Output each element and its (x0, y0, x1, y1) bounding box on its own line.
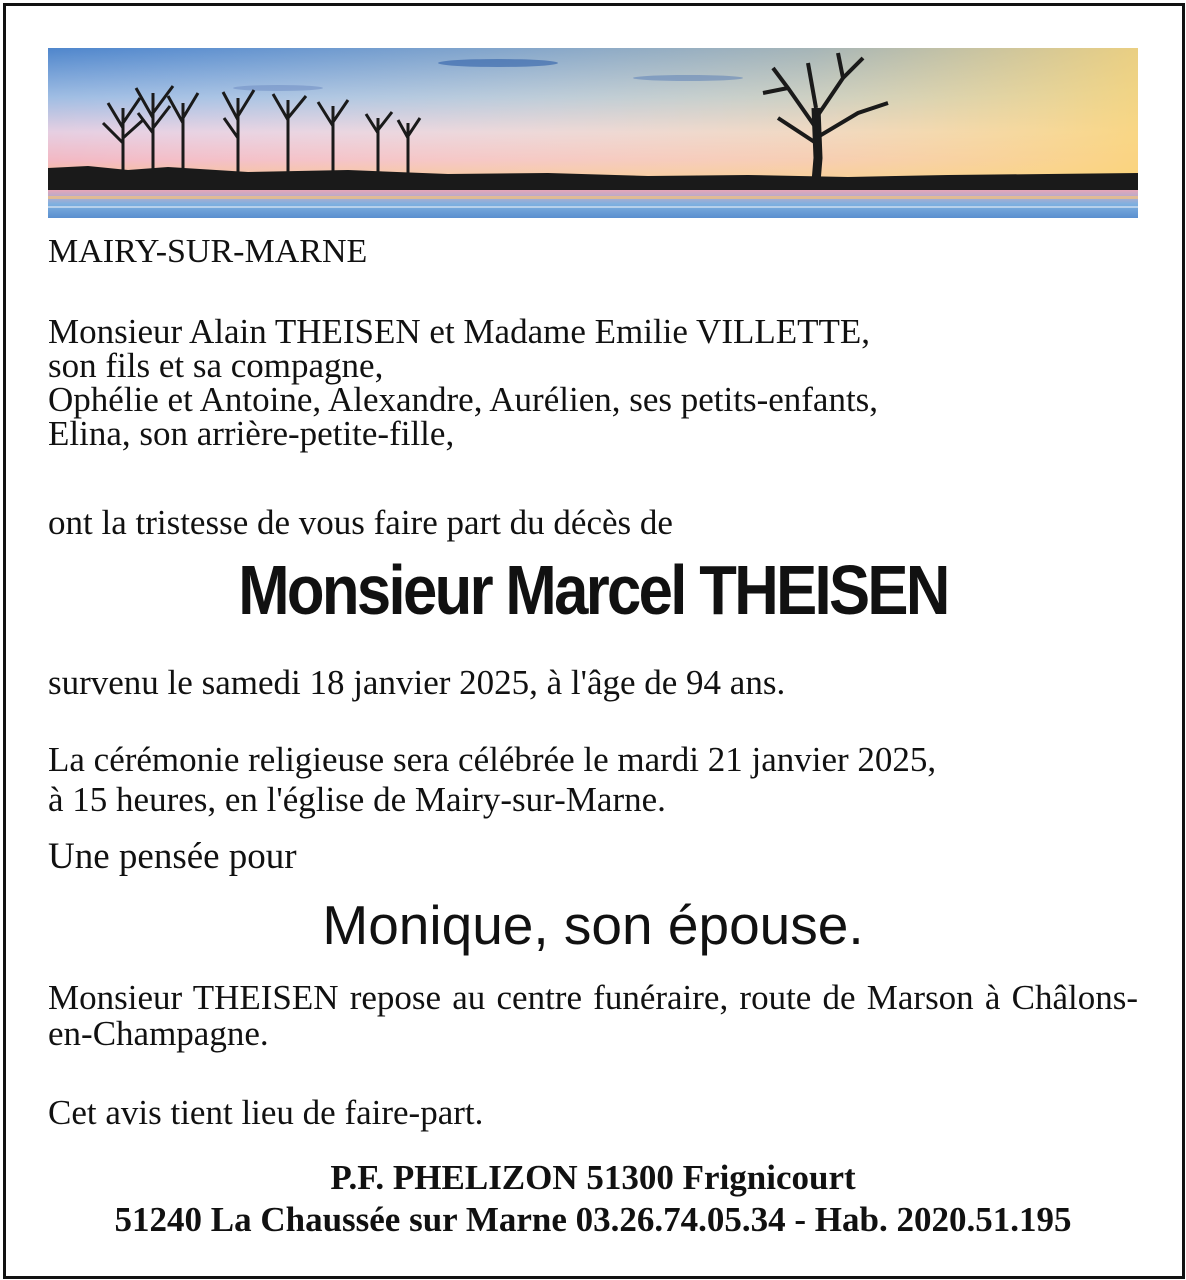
thought-intro: Une pensée pour (48, 836, 297, 877)
death-date-text: survenu le samedi 18 janvier 2025, à l'âge de 94 ans. (48, 663, 786, 702)
family-line: Ophélie et Antoine, Alexandre, Aurélien, ses petits-enfants, (48, 380, 879, 419)
banner-image (48, 48, 1138, 218)
family-line: Elina, son arrière-petite-fille, (48, 414, 455, 453)
deceased-name: Monsieur Marcel THEISEN (238, 551, 948, 629)
ceremony-line: La cérémonie religieuse sera célébrée le mardi 21 janvier 2025, (48, 740, 937, 779)
funeral-home-line: P.F. PHELIZON 51300 Frignicourt (330, 1158, 856, 1197)
sunset-lake-trees-image (48, 48, 1138, 218)
city-heading: MAIRY-SUR-MARNE (48, 233, 368, 270)
family-list (48, 312, 1138, 453)
ceremony-info (48, 740, 1138, 820)
funeral-home-info (0, 1157, 1186, 1241)
resting-place-text: Monsieur THEISEN repose au centre funéraire, route de Marson à Châlons-en-Champagne. (48, 978, 1138, 1053)
ceremony-line: à 15 heures, en l'église de Mairy-sur-Marne. (48, 780, 666, 819)
funeral-home-line: 51240 La Chaussée sur Marne 03.26.74.05.34 - Hab. 2020.51.195 (114, 1200, 1072, 1239)
announcement-intro: ont la tristesse de vous faire part du décès de (48, 503, 673, 542)
family-line: Monsieur Alain THEISEN et Madame Emilie VILLETTE, (48, 312, 871, 351)
notice-text: Cet avis tient lieu de faire-part. (48, 1093, 484, 1132)
family-line: son fils et sa compagne, (48, 346, 384, 385)
thought-name: Monique, son épouse. (322, 894, 864, 956)
